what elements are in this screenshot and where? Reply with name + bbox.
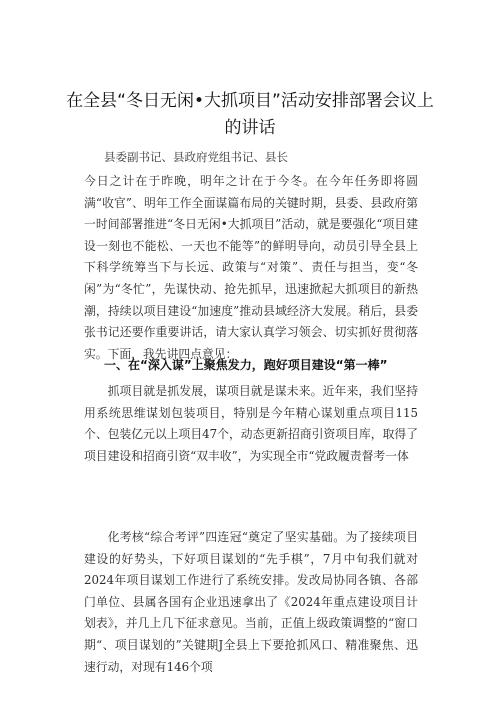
document-title: 在全县“冬日无闲•大抓项目”活动安排部署会议上的讲话 xyxy=(66,91,434,138)
paragraph-section1-intro: 抓项目就是抓发展，谋项目就是谋未来。近年来，我们坚持用系统思维谋划包装项目，特别是今年精心谋划重点项目115个、包装亿元以上项目47个，动态更新招商引资项目库，取得了项目建设和招商引资“双丰收”，为实现全市“党政履责督考一体 xyxy=(84,384,418,463)
section-heading-1: 一、在“深入谋”上聚焦发力，跑好项目建设“第一棒” xyxy=(104,358,388,372)
speaker-byline: 县委副书记、县政府党组书记、县长 xyxy=(104,150,288,164)
paragraph-opening: 今日之计在于昨晚，明年之计在于今冬。在今年任务即将圆满“收官”、明年工作全面谋篇布局的关键时期，县委、县政府第一时间部署推进“冬日无闲•大抓项目”活动，就是要强化“项目建设一刻也不能松、一天也不能等”的鲜明导向，动员引导全县上下科学统筹当下与长远、政策与“对策”、责任与担当，变“冬闲”为“冬忙”，先谋快动、抢先抓早，迅速掀起大抓项目的新热潮，持续以项目建设“加速度”推动县域经济大发展。稍后，县委张书记还要作重要讲话，请大家认真学习领会、切实抓好贯彻落实。下面，我先讲四点意见： xyxy=(84,174,418,361)
paragraph-section1-continued: 化考核“综合考评”四连冠“奠定了坚实基础。为了接续项目建设的好势头，下好项目谋划的“先手棋”，7月中旬我们就对2024年项目谋划工作进行了系统安排。发改局协同各镇、各部门单位、县属各国有企业迅速拿出了《2024年重点建设项目计划表》，并几上几下征求意见。当前，正值上级政策调整的“窗口期“、项目谋划的”关键期J全县上下要抢抓风口、精准聚焦、迅速行动，对现有146个项 xyxy=(84,530,418,674)
